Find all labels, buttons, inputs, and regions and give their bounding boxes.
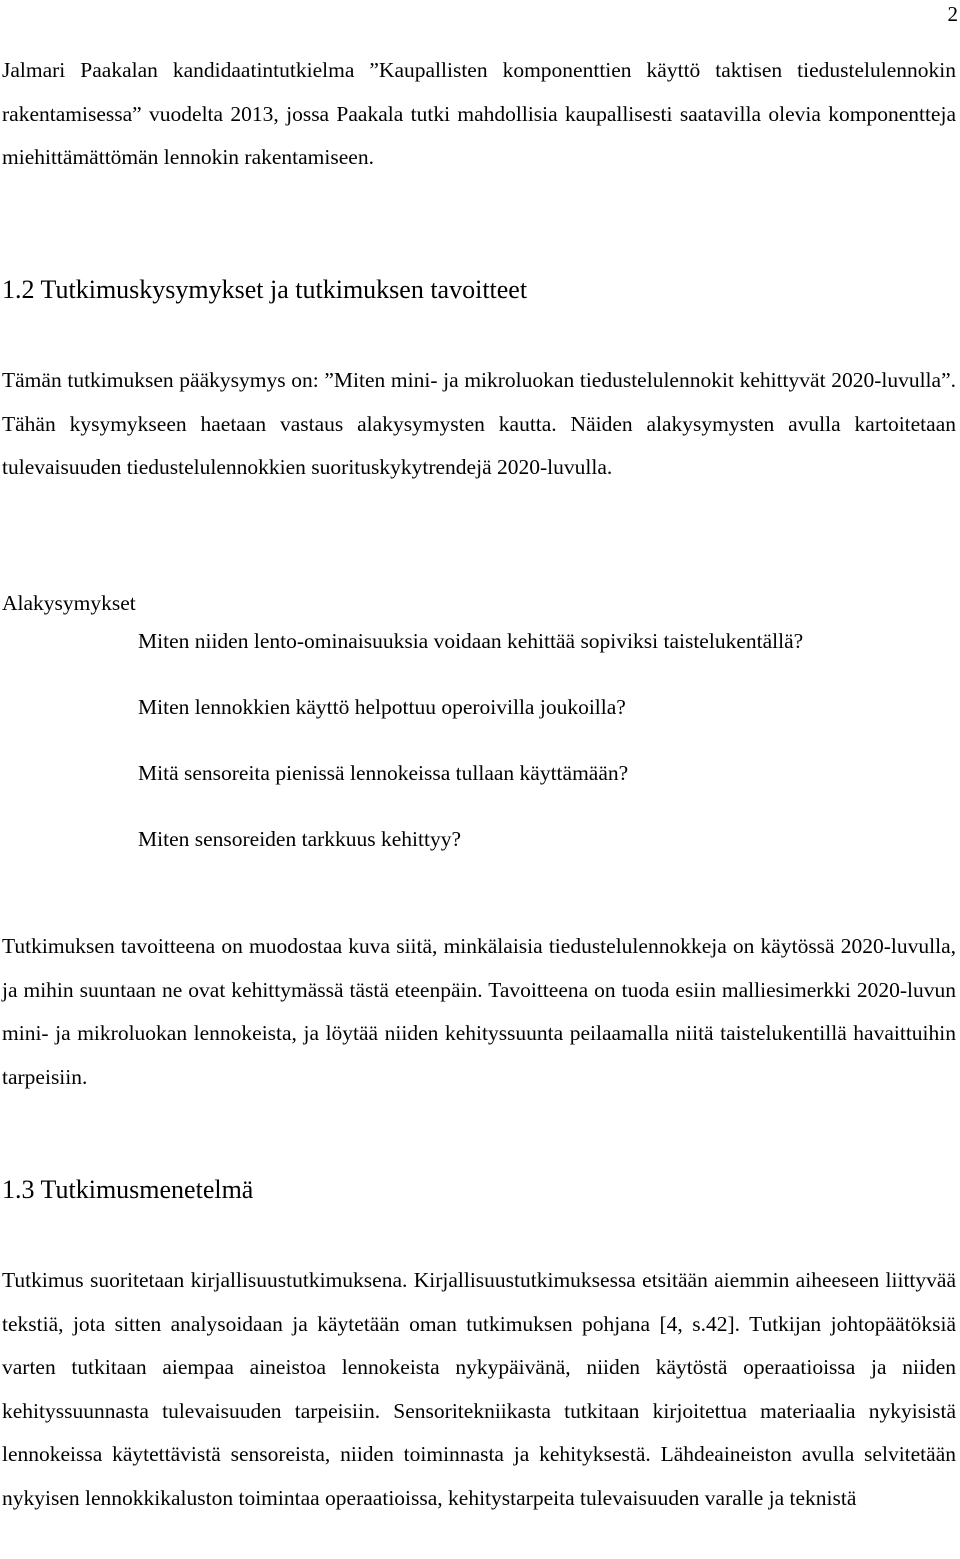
page-number: 2 — [947, 2, 958, 26]
section-heading-1-2: 1.2 Tutkimuskysymykset ja tutkimuksen tavoitteet — [2, 275, 528, 304]
list-item: Miten niiden lento-ominaisuuksia voidaan kehittää sopiviksi taistelukentällä? — [138, 629, 804, 653]
list-item: Mitä sensoreita pienissä lennokeissa tullaan käyttämään? — [138, 761, 629, 785]
list-item: Miten sensoreiden tarkkuus kehittyy? — [138, 827, 462, 851]
subquestions-label: Alakysymykset — [2, 591, 136, 615]
method-paragraph: Tutkimus suoritetaan kirjallisuustutkimuksena. Kirjallisuustutkimuksessa etsitään aiemmin aiheeseen liittyvää tekstiä, jota sitten analysoidaan ja käytetään oman tutkimuksen pohjana [4, s.42]. Tutkijan johtopäätöksiä varten tutkitaan aiempaa aineistoa lennokeista nykypäivänä, niiden käytöstä operaatioissa ja niiden kehityssuunnasta tulevaisuuden tarpeisiin. Sensoritekniikasta tutkitaan kirjoitettua materiaalia nykyisistä lennokeissa käytettävistä sensoreista, niiden toiminnasta ja kehityksestä. Lähdeaineiston avulla selvitetään nykyisen lennokkikaluston toimintaa operaatioissa, kehitystarpeita tulevaisuuden varalle ja teknistä — [2, 1268, 956, 1510]
goal-paragraph: Tutkimuksen tavoitteena on muodostaa kuva siitä, minkälaisia tiedustelulennokkeja on käytössä 2020-luvulla, ja mihin suuntaan ne ovat kehittymässä tästä eteenpäin. Tavoitteena on tuoda esiin malliesimerkki 2020-luvun mini- ja mikroluokan lennokeista, ja löytää niiden kehityssuunta peilaamalla niitä taistelukentillä havaittuihin tarpeisiin. — [2, 934, 956, 1089]
research-question-paragraph: Tämän tutkimuksen pääkysymys on: ”Miten mini- ja mikroluokan tiedustelulennokit kehittyvät 2020-luvulla”. Tähän kysymykseen haetaan vastaus alakysymysten kautta. Näiden alakysymysten avulla kartoitetaan tulevaisuuden tiedustelulennokkien suorituskykytrendejä 2020-luvulla. — [2, 368, 956, 479]
intro-paragraph: Jalmari Paakalan kandidaatintutkielma ”Kaupallisten komponenttien käyttö taktisen tiedustelulennokin rakentamisessa” vuodelta 2013, jossa Paakala tutki mahdollisia kaupallisesti saatavilla olevia komponentteja miehittämättömän lennokin rakentamiseen. — [2, 58, 956, 169]
list-item: Miten lennokkien käyttö helpottuu operoivilla joukoilla? — [138, 695, 626, 719]
subquestions-list — [138, 626, 803, 890]
section-heading-1-3: 1.3 Tutkimusmenetelmä — [2, 1175, 254, 1204]
